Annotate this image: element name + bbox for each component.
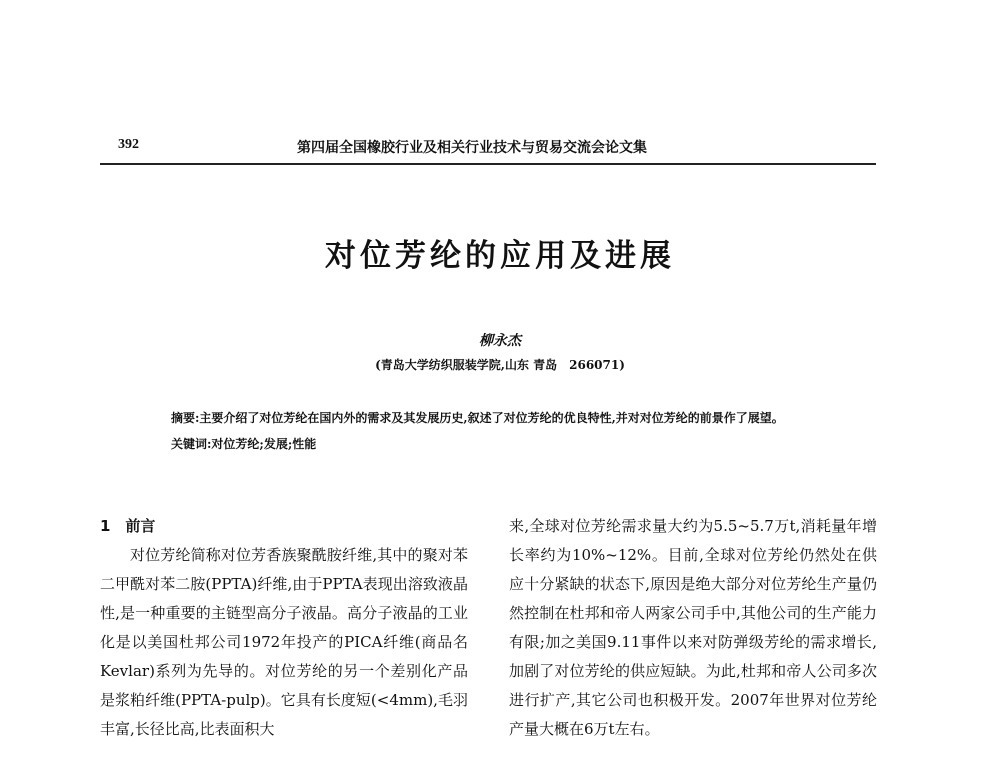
- paper-title: 对位芳纶的应用及进展: [325, 238, 675, 274]
- abstract-block: [147, 405, 861, 457]
- body-paragraph-right: 来,全球对位芳纶需求量大约为5.5~5.7万t,消耗量年增长率约为10%~12%。目前,全球对位芳纶仍然处在供应十分紧缺的状态下,原因是绝大部分对位芳纶生产量仍然控制在杜邦和帝人两家公司手中,其他公司的生产能力有限;加之美国9.11事件以来对防弹级芳纶的需求增长,加剧了对位芳纶的供应短缺。为此,杜邦和帝人公司多次进行扩产,其它公司也积极开发。2007年世界对位芳纶产量大概在6万t左右。: [509, 517, 877, 738]
- abstract-text: 摘要:主要介绍了对位芳纶在国内外的需求及其发展历史,叙述了对位芳纶的优良特性,并对对位芳纶的前景作了展望。: [171, 411, 784, 425]
- left-column: [100, 512, 468, 744]
- journal-title: 第四届全国橡胶行业及相关行业技术与贸易交流会论文集: [297, 140, 647, 156]
- author-name: 柳永杰: [479, 333, 521, 349]
- section-heading: 1 前言: [100, 517, 156, 535]
- body-paragraph-left: 对位芳纶简称对位芳香族聚酰胺纤维,其中的聚对苯二甲酰对苯二胺(PPTA)纤维,由于PPTA表现出溶致液晶性,是一种重要的主链型高分子液晶。高分子液晶的工业化是以美国杜邦公司1972年投产的PICA纤维(商品名Kevlar)系列为先导的。对位芳纶的另一个差别化产品是浆粕纤维(PPTA-pulp)。它具有长度短(<4mm),毛羽丰富,长径比高,比表面积大: [100, 546, 468, 738]
- running-header: [100, 137, 876, 165]
- author-affiliation: (青岛大学纺织服装学院,山东 青岛 266071): [375, 358, 625, 372]
- page-number: 392: [118, 137, 139, 152]
- right-column: [509, 512, 877, 744]
- keywords: 关键词:对位芳纶;发展;性能: [171, 437, 317, 451]
